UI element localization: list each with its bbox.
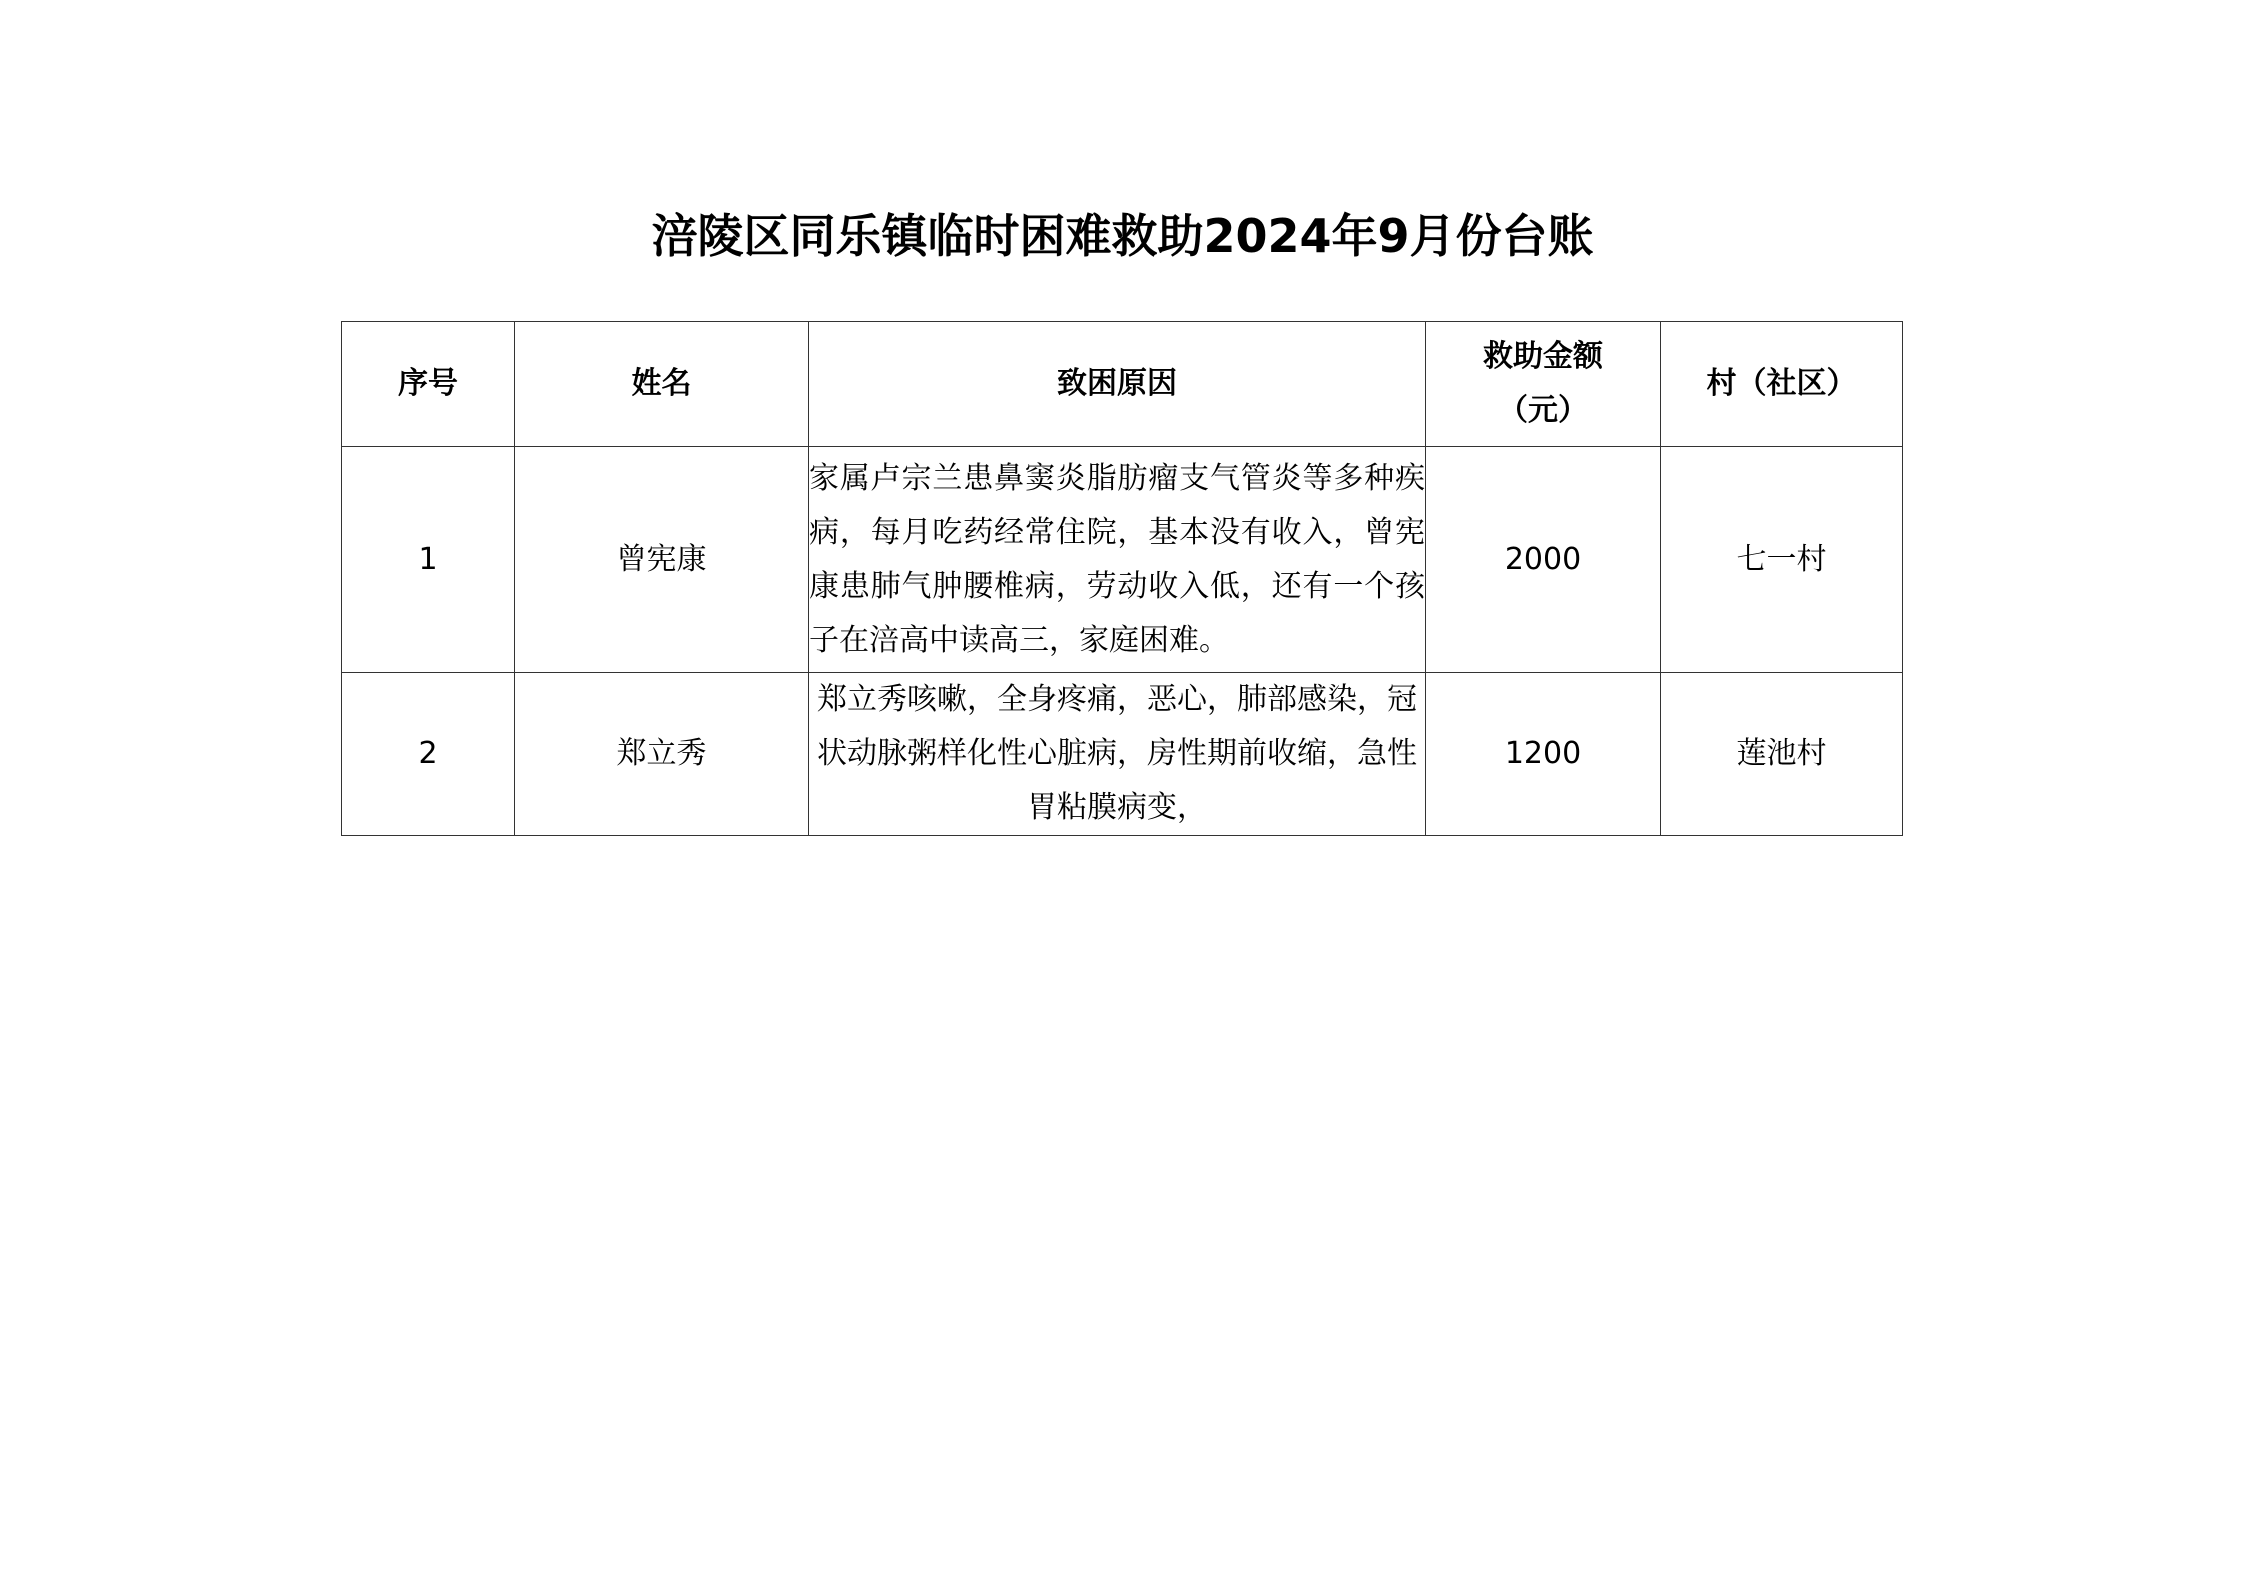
header-amount-line1: 救助金额 — [1483, 339, 1603, 374]
header-seq: 序号 — [342, 322, 515, 447]
table-row — [342, 447, 1903, 673]
reason-text: 郑立秀咳嗽，全身疼痛，恶心，肺部感染，冠状动脉粥样化性心脏病，房性期前收缩，急性胃粘膜病变， — [817, 682, 1417, 825]
cell-reason — [809, 673, 1426, 836]
cell-name: 曾宪康 — [515, 447, 809, 673]
cell-seq: 1 — [342, 447, 515, 673]
page-title: 涪陵区同乐镇临时困难救助2024年9月份台账 — [651, 209, 1594, 263]
cell-amount: 1200 — [1426, 673, 1661, 836]
table-header-row — [342, 322, 1903, 447]
reason-text: 家属卢宗兰患鼻窦炎脂肪瘤支气管炎等多种疾病，每月吃药经常住院，基本没有收入，曾宪康患肺气肿腰椎病，劳动收入低，还有一个孩子在涪高中读高三，家庭困难。 — [809, 460, 1425, 658]
cell-reason — [809, 447, 1426, 673]
header-reason: 致困原因 — [809, 322, 1426, 447]
header-amount — [1426, 322, 1661, 447]
header-village: 村（社区） — [1661, 322, 1903, 447]
cell-name: 郑立秀 — [515, 673, 809, 836]
header-amount-line2: （元） — [1498, 393, 1588, 428]
table-row — [342, 673, 1903, 836]
cell-seq: 2 — [342, 673, 515, 836]
cell-amount: 2000 — [1426, 447, 1661, 673]
cell-village: 莲池村 — [1661, 673, 1903, 836]
header-name: 姓名 — [515, 322, 809, 447]
cell-village: 七一村 — [1661, 447, 1903, 673]
relief-ledger-table — [341, 321, 1903, 836]
